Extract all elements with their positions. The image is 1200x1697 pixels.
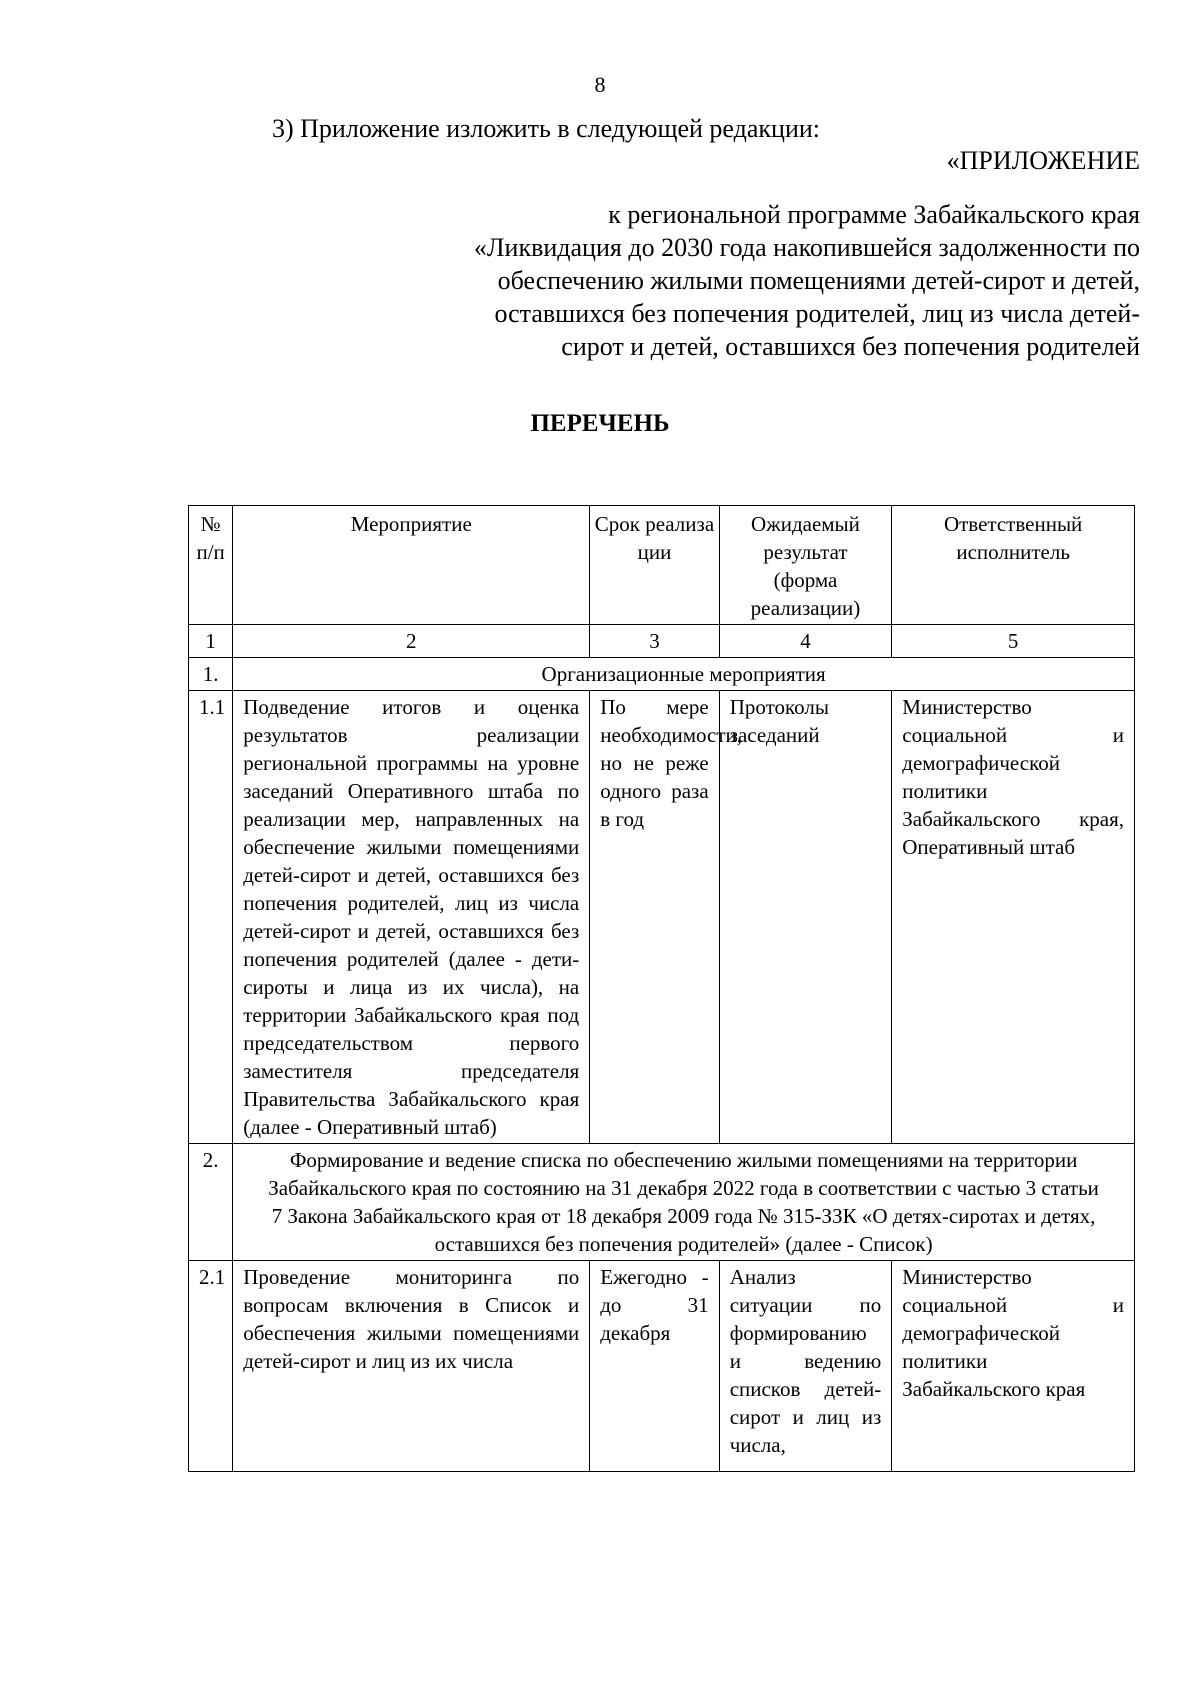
executor-cell: Министерство социальной и демографической политики Забайкальского края xyxy=(892,1261,1135,1472)
event-cell: Проведение мониторинга по вопросам включения в Список и обеспечения жилыми помещениями детей-сирот и лиц из их числа xyxy=(233,1261,590,1472)
event-cell: Подведение итогов и оценка результатов реализации региональной программы на уровне заседаний Оперативного штаба по реализации мер, направленных на обеспечение жилыми помещениями детей-сирот и детей, оставшихся без попечения родителей, лиц из числа детей-сирот и детей, оставшихся без попечения родителей (далее - дети-сироты и лица из их числа), на территории Забайкальского края под председательством первого заместителя председателя Правительства Забайкальского края (далее - Оперативный штаб) xyxy=(233,691,590,1144)
section-row xyxy=(189,658,1135,691)
term-cell: Ежегодно - до 31 декабря xyxy=(590,1261,719,1472)
appendix-ref-line: сирот и детей, оставшихся без попечения родителей xyxy=(561,332,1140,361)
result-cell: Протоколы заседаний xyxy=(719,691,892,1144)
column-number: 4 xyxy=(719,625,892,658)
row-number: 1.1 xyxy=(189,691,233,1144)
section-row xyxy=(189,1144,1135,1261)
appendix-ref-line: «Ликвидация до 2030 года накопившейся задолженности по xyxy=(473,233,1140,262)
column-number: 2 xyxy=(233,625,590,658)
header-num: № п/п xyxy=(189,506,233,625)
header-event: Мероприятие xyxy=(233,506,590,625)
appendix-ref-line: оставшихся без попечения родителей, лиц из числа детей- xyxy=(494,299,1140,328)
row-number: 2.1 xyxy=(189,1261,233,1472)
list-title: ПЕРЕЧЕНЬ xyxy=(530,410,670,437)
column-number: 3 xyxy=(590,625,719,658)
executor-cell: Министерство социальной и демографической политики Забайкальского края, Оперативный штаб xyxy=(892,691,1135,1144)
column-number: 1 xyxy=(189,625,233,658)
header-result: Ожидаемый результат (форма реализации) xyxy=(719,506,892,625)
column-number-row xyxy=(189,625,1135,658)
intro-text: 3) Приложение изложить в следующей редакции: xyxy=(272,114,820,143)
appendix-ref-line: к региональной программе Забайкальского края xyxy=(608,200,1140,229)
column-number: 5 xyxy=(892,625,1135,658)
page-number: 8 xyxy=(594,72,606,97)
term-cell: По мере необходимости, но не реже одного раза в год xyxy=(590,691,719,1144)
header-term: Срок реализации xyxy=(590,506,719,625)
appendix-label: «ПРИЛОЖЕНИЕ xyxy=(946,146,1140,175)
table-header-row xyxy=(189,506,1135,625)
appendix-ref-line: обеспечению жилыми помещениями детей-сирот и детей, xyxy=(497,266,1140,295)
section-title: Формирование и ведение списка по обеспечению жилыми помещениями на территории Забайкальского края по состоянию на 31 декабря 2022 года в соответствии с частью 3 статьи 7 Закона Забайкальского края от 18 декабря 2009 года № 315-ЗЗК «О детях-сиротах и детях, оставшихся без попечения родителей» (далее - Список) xyxy=(233,1144,1135,1261)
result-cell: Анализ ситуации по формированию и ведению списков детей-сирот и лиц из числа, xyxy=(719,1261,892,1472)
section-title: Организационные мероприятия xyxy=(233,658,1135,691)
header-executor: Ответственный исполнитель xyxy=(892,506,1135,625)
table-row xyxy=(189,691,1135,1144)
section-number: 2. xyxy=(189,1144,233,1261)
table-row xyxy=(189,1261,1135,1472)
section-number: 1. xyxy=(189,658,233,691)
measures-table xyxy=(188,505,1135,1472)
appendix-reference xyxy=(340,198,1140,363)
